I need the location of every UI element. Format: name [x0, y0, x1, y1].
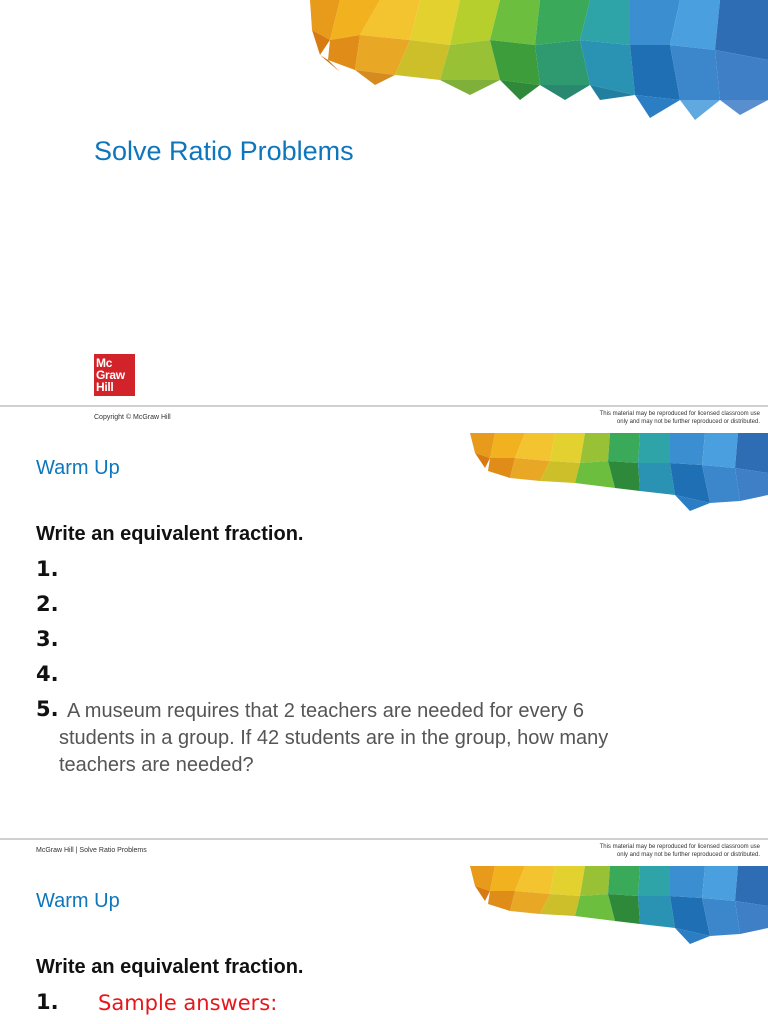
- polygon-mosaic-banner-icon: [470, 433, 768, 513]
- list-item-number: 4.: [36, 662, 59, 686]
- slide-heading: Warm Up: [36, 890, 120, 912]
- sample-answers-label: Sample answers:: [98, 991, 278, 1015]
- title-slide: [0, 0, 768, 404]
- polygon-mosaic-banner-icon: [470, 866, 768, 946]
- list-item-number: 3.: [36, 627, 59, 651]
- list-item-number: 1.: [36, 557, 59, 581]
- instruction-text: Write an equivalent fraction.: [36, 956, 304, 978]
- list-item-number: 1.: [36, 990, 59, 1014]
- presentation-title: Solve Ratio Problems: [94, 136, 354, 166]
- warm-up-slide: [0, 433, 768, 837]
- license-notice: This material may be reproduced for licensed classroom use only and may not be further reproduced or distributed.: [599, 844, 760, 858]
- slide-heading: Warm Up: [36, 457, 120, 479]
- word-problem-text: A museum requires that 2 teachers are needed for every 6 students in a group. If 42 students are in the group, how many teachers are needed?: [59, 700, 609, 776]
- copyright-text: Copyright © McGraw Hill: [94, 414, 171, 421]
- slide-footer: [0, 407, 768, 433]
- list-item-number: 5.: [36, 697, 59, 721]
- instruction-text: Write an equivalent fraction.: [36, 523, 304, 545]
- list-item-number: 2.: [36, 592, 59, 616]
- warm-up-answers-slide: [0, 866, 768, 1024]
- slide-footer: [0, 840, 768, 866]
- license-notice: This material may be reproduced for licensed classroom use only and may not be further reproduced or distributed.: [599, 411, 760, 425]
- mcgraw-hill-logo-icon: Mc Graw Hill: [94, 354, 135, 396]
- footer-source-text: McGraw Hill | Solve Ratio Problems: [36, 847, 147, 854]
- polygon-mosaic-banner-icon: [300, 0, 768, 130]
